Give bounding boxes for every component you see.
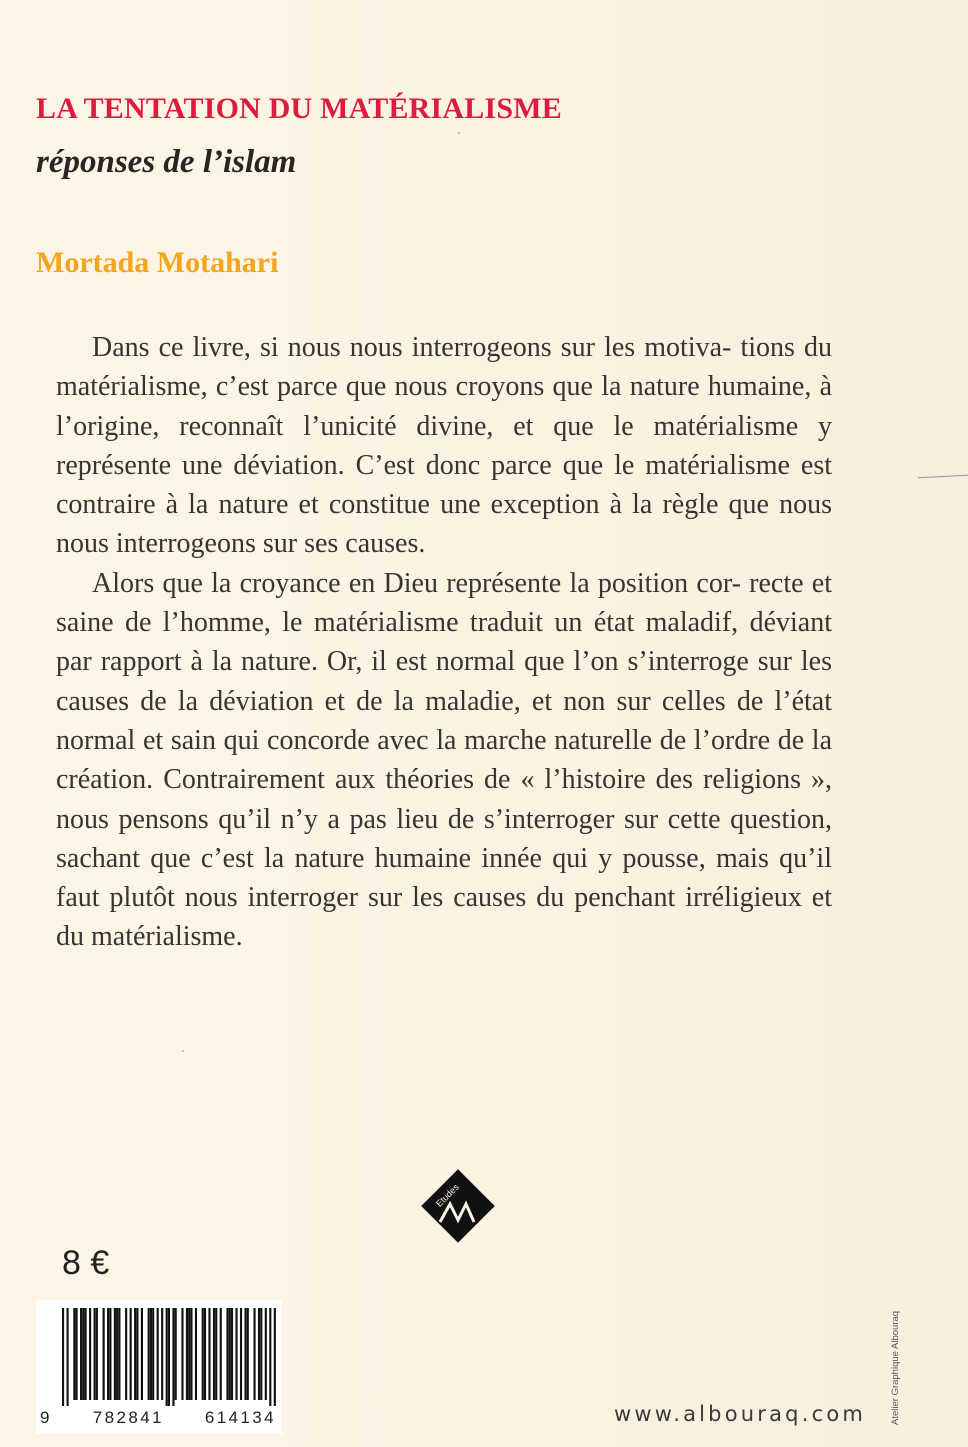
barcode-bar bbox=[118, 1308, 120, 1400]
barcode-bar bbox=[188, 1308, 190, 1400]
design-credit: Atelier Graphique Albouraq bbox=[890, 1310, 901, 1425]
barcode-number bbox=[40, 1408, 276, 1428]
barcode-bar bbox=[265, 1308, 267, 1400]
barcode-bar bbox=[152, 1308, 154, 1400]
barcode-bar bbox=[148, 1308, 150, 1400]
barcode-bar bbox=[116, 1308, 118, 1400]
barcode-digit-group: 9 bbox=[40, 1408, 52, 1427]
barcode-bar bbox=[141, 1308, 143, 1400]
barcode-bar bbox=[215, 1308, 217, 1400]
barcode-bar bbox=[80, 1308, 82, 1400]
barcode-bar bbox=[73, 1308, 75, 1400]
barcode-bar bbox=[85, 1308, 87, 1400]
book-author: Mortada Motahari bbox=[36, 246, 279, 279]
barcode-bar bbox=[107, 1308, 109, 1400]
price-label: 8 € bbox=[62, 1244, 110, 1282]
barcode-bar bbox=[136, 1308, 138, 1400]
barcode-bar bbox=[175, 1308, 177, 1400]
barcode-bar bbox=[166, 1308, 168, 1406]
barcode-bar bbox=[269, 1308, 271, 1406]
barcode-bar bbox=[274, 1308, 276, 1406]
paper-speck bbox=[182, 1050, 184, 1052]
barcode-bar bbox=[208, 1308, 210, 1400]
barcode-bar bbox=[190, 1308, 192, 1400]
barcode-bar bbox=[161, 1308, 163, 1400]
barcode-bar bbox=[229, 1308, 231, 1400]
book-title: LA TENTATION DU MATÉRIALISME bbox=[36, 92, 562, 125]
barcode-bar bbox=[67, 1308, 69, 1406]
barcode-bar bbox=[157, 1308, 159, 1400]
barcode-bar bbox=[82, 1308, 84, 1400]
barcode-bar bbox=[195, 1308, 197, 1400]
barcode-bar bbox=[204, 1308, 206, 1400]
barcode-bar bbox=[186, 1308, 188, 1400]
edge-mark bbox=[918, 475, 968, 479]
blurb-paragraph: Dans ce livre, si nous nous interrogeons sur les motiva- tions du matérialisme, c’est parce que nous croyons que la nature humaine, à l’origine, reconnaît l’unicité divine, et que le matérialisme y représente une déviation. C’est donc parce que le matérialisme est contraire à la nature et constitue une exception à la règle que nous nous interrogeons sur ses causes. bbox=[56, 332, 832, 560]
barcode-bar bbox=[244, 1308, 246, 1400]
barcode-bar bbox=[96, 1308, 98, 1400]
barcode-bar bbox=[202, 1308, 204, 1400]
barcode-bar bbox=[125, 1308, 127, 1400]
barcode-bar bbox=[76, 1308, 78, 1400]
barcode-bar bbox=[253, 1308, 255, 1400]
barcode-bar bbox=[260, 1308, 262, 1400]
blurb-paragraph: Alors que la croyance en Dieu représente la position cor- recte et saine de l’homme, le matérialisme traduit un état maladif, déviant par rapport à la nature. Or, il est normal que l’on s’interroge sur les causes de la déviation et de la maladie, et non sur celles de l’état normal et sain qui concorde avec la marche naturelle de l’ordre de la création. Contrairement aux théories de « l’histoire des religions », nous pensons qu’il n’y a pas lieu de s’interroger sur cette question, sachant que c’est la nature humaine innée qui y pousse, mais qu’il faut plutôt nous interroger sur les causes du penchant irréligieux et du matérialisme. bbox=[56, 567, 832, 953]
barcode-bar bbox=[181, 1308, 183, 1400]
barcode-bar bbox=[247, 1308, 249, 1400]
book-subtitle: réponses de l’islam bbox=[36, 144, 297, 180]
barcode-bar bbox=[231, 1308, 233, 1400]
barcode-bar bbox=[94, 1308, 96, 1400]
barcode-bar bbox=[109, 1308, 111, 1400]
publisher-website: www.albouraq.com bbox=[614, 1402, 867, 1426]
barcode-bar bbox=[213, 1308, 215, 1400]
barcode-bar bbox=[89, 1308, 91, 1400]
barcode-bar bbox=[62, 1308, 64, 1406]
barcode-bar bbox=[226, 1308, 228, 1400]
barcode-bar bbox=[150, 1308, 152, 1400]
barcode-bar bbox=[134, 1308, 136, 1400]
barcode-bar bbox=[258, 1308, 260, 1400]
barcode-bar bbox=[114, 1308, 116, 1400]
publisher-diamond-icon bbox=[416, 1164, 500, 1248]
barcode-digit-group: 614134 bbox=[204, 1408, 276, 1427]
barcode-bar bbox=[168, 1308, 170, 1406]
barcode-bar bbox=[240, 1308, 242, 1400]
barcode-bar bbox=[103, 1308, 105, 1400]
barcode-digit-group: 782841 bbox=[92, 1408, 164, 1427]
barcode-bar bbox=[220, 1308, 222, 1400]
barcode-bar bbox=[130, 1308, 132, 1400]
blurb-text bbox=[56, 328, 832, 957]
barcode-bar bbox=[235, 1308, 237, 1400]
barcode-bar bbox=[172, 1308, 174, 1406]
publisher-logo-text: Etudes bbox=[433, 1181, 461, 1209]
barcode-bars bbox=[36, 1300, 282, 1406]
paper-speck bbox=[458, 132, 460, 134]
